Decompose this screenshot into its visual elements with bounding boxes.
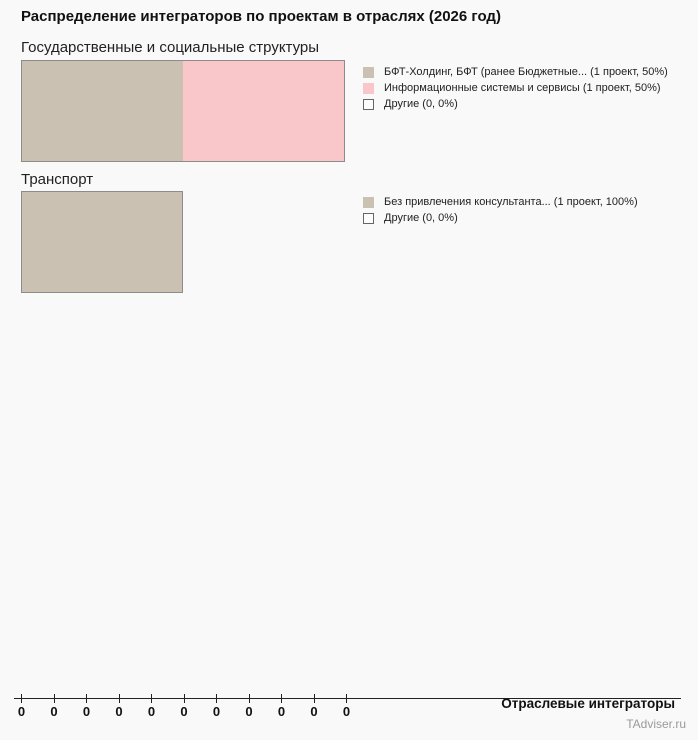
legend-government	[363, 64, 668, 112]
legend-swatch-icon	[363, 67, 374, 78]
stacked-bar-transport	[21, 191, 183, 293]
axis-tick	[245, 694, 253, 719]
legend-item	[363, 194, 638, 210]
stacked-bar-government	[21, 60, 345, 162]
legend-label: Информационные системы и сервисы (1 проект, 50%)	[384, 82, 661, 94]
tick-mark	[54, 694, 55, 703]
legend-item	[363, 64, 668, 80]
tick-mark	[184, 694, 185, 703]
tick-label: 0	[310, 704, 318, 719]
bar-segment	[22, 192, 182, 292]
axis-tick	[147, 694, 156, 719]
tick-label: 0	[245, 704, 253, 719]
tick-mark	[281, 694, 282, 703]
axis-tick	[277, 694, 286, 719]
x-axis	[0, 694, 698, 724]
tick-mark	[216, 694, 217, 703]
bar-segment	[22, 61, 183, 161]
tick-label: 0	[115, 704, 123, 719]
axis-ticks	[17, 694, 351, 719]
chart-title-transport: Транспорт	[21, 171, 94, 188]
tick-mark	[119, 694, 120, 703]
watermark: TAdviser.ru	[626, 717, 686, 731]
legend-swatch-icon	[363, 213, 374, 224]
page-title: Распределение интеграторов по проектам в отраслях (2026 год)	[21, 8, 501, 25]
axis-tick	[17, 694, 26, 719]
axis-tick	[50, 694, 58, 719]
tick-mark	[151, 694, 152, 703]
axis-tick	[212, 694, 221, 719]
tick-mark	[21, 694, 22, 703]
axis-tick	[180, 694, 188, 719]
legend-item	[363, 96, 668, 112]
tick-label: 0	[17, 704, 26, 719]
legend-item	[363, 80, 668, 96]
tick-mark	[86, 694, 87, 703]
legend-swatch-icon	[363, 197, 374, 208]
legend-label: Другие (0, 0%)	[384, 98, 458, 110]
tick-label: 0	[342, 704, 351, 719]
tick-label: 0	[180, 704, 188, 719]
axis-tick	[342, 694, 351, 719]
tick-label: 0	[50, 704, 58, 719]
tick-label: 0	[147, 704, 156, 719]
legend-transport	[363, 194, 638, 226]
tick-mark	[346, 694, 347, 703]
tick-label: 0	[82, 704, 91, 719]
legend-item	[363, 210, 638, 226]
legend-label: Другие (0, 0%)	[384, 212, 458, 224]
legend-label: Без привлечения консультанта... (1 проект, 100%)	[384, 196, 638, 208]
legend-label: БФТ-Холдинг, БФТ (ранее Бюджетные... (1 проект, 50%)	[384, 66, 668, 78]
chart-title-government: Государственные и социальные структуры	[21, 39, 320, 56]
bar-segment	[183, 61, 344, 161]
tick-label: 0	[212, 704, 221, 719]
axis-tick	[82, 694, 91, 719]
tick-label: 0	[277, 704, 286, 719]
legend-swatch-icon	[363, 99, 374, 110]
axis-tick	[310, 694, 318, 719]
axis-label: Отраслевые интеграторы	[501, 696, 675, 711]
tick-mark	[249, 694, 250, 703]
legend-swatch-icon	[363, 83, 374, 94]
tick-mark	[314, 694, 315, 703]
axis-tick	[115, 694, 123, 719]
